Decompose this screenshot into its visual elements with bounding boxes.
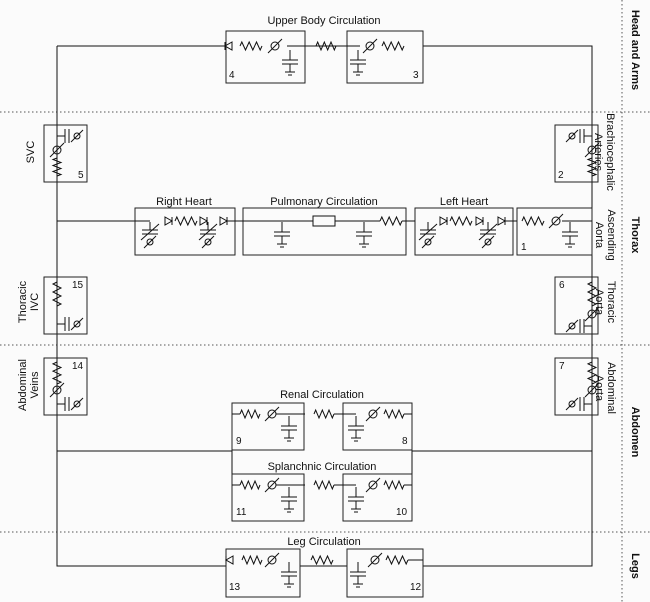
compartment-number-3: 3 — [413, 70, 419, 81]
left-heart-box — [415, 208, 513, 255]
label-pulmonary: Pulmonary Circulation — [270, 196, 378, 208]
compartment-number-2: 2 — [558, 170, 564, 181]
compartment-number-12: 12 — [410, 582, 422, 593]
resistor-icon — [384, 481, 404, 489]
valve-icon — [482, 236, 494, 248]
resistor-icon — [53, 282, 61, 306]
compartment-number-4: 4 — [229, 70, 235, 81]
compartment-number-1: 1 — [521, 242, 527, 253]
resistor-icon — [316, 42, 336, 50]
valve-icon — [566, 130, 578, 142]
compartment-number-9: 9 — [236, 436, 242, 447]
region-thorax: Thorax — [629, 216, 641, 254]
valve-icon — [265, 553, 279, 567]
valve-icon — [366, 407, 380, 421]
diode-icon — [476, 217, 483, 225]
arterial-trunk-wire — [423, 46, 592, 566]
label-ascending-aorta-2: Aorta — [593, 221, 605, 249]
resistor-icon — [311, 556, 333, 564]
compartment-4-box — [226, 31, 305, 83]
label-thoracic-aorta-1: Thoracic — [605, 280, 617, 324]
label-renal: Renal Circulation — [280, 389, 364, 401]
label-svc: SVC — [25, 140, 37, 164]
label-thoracic-aorta-2: Aorta — [593, 288, 605, 316]
compartment-number-10: 10 — [396, 507, 408, 518]
resistor-icon — [380, 217, 402, 225]
valve-icon — [202, 236, 214, 248]
valve-icon — [144, 236, 156, 248]
label-upper-body: Upper Body Circulation — [267, 15, 381, 27]
valve-icon — [566, 320, 578, 332]
resistor-icon — [314, 481, 334, 489]
inductor-icon — [313, 216, 335, 226]
valve-icon — [363, 39, 377, 53]
valve-icon — [549, 214, 563, 228]
valve-icon — [71, 318, 83, 330]
resistor-icon — [53, 362, 61, 384]
label-abdominal-veins-2: Veins — [29, 371, 41, 399]
label-abdominal-aorta-2: Aorta — [593, 374, 605, 402]
circuit-symbols — [50, 39, 599, 587]
resistor-icon — [382, 42, 404, 50]
valve-icon — [422, 236, 434, 248]
compartment-number-14: 14 — [72, 361, 84, 372]
diode-icon — [220, 217, 227, 225]
valve-icon — [71, 130, 83, 142]
resistor-icon — [314, 410, 334, 418]
diode-icon — [165, 217, 172, 225]
region-legs: Legs — [629, 553, 641, 579]
upper-body-circulation — [226, 31, 423, 83]
region-head-and-arms: Head and Arms — [629, 9, 641, 91]
compartment-number-7: 7 — [559, 361, 565, 372]
label-left-heart: Left Heart — [439, 196, 489, 208]
resistor-icon — [53, 158, 61, 176]
resistor-icon — [384, 410, 404, 418]
diode-icon — [200, 217, 207, 225]
compartment-number-11: 11 — [236, 507, 247, 518]
valve-icon — [566, 398, 578, 410]
label-abdominal-veins-1: Abdominal — [17, 359, 29, 411]
label-abdominal-aorta-1: Abdominal — [605, 362, 617, 414]
compartment-number-13: 13 — [229, 582, 241, 593]
valve-icon — [268, 39, 282, 53]
compartment-number-8: 8 — [402, 436, 408, 447]
region-abdomen: Abdomen — [629, 406, 641, 458]
resistor-icon — [175, 217, 197, 225]
resistor-icon — [240, 410, 260, 418]
valve-icon — [71, 398, 83, 410]
compartment-number-15: 15 — [72, 280, 84, 291]
label-thoracic-ivc-1: Thoracic — [17, 280, 29, 324]
label-brachiocephalic-2: Arteries — [592, 133, 604, 171]
diode-icon — [440, 217, 447, 225]
venous-trunk-wire — [57, 46, 226, 566]
compartment-number-5: 5 — [78, 170, 84, 181]
resistor-icon — [450, 217, 472, 225]
resistor-icon — [242, 556, 262, 564]
resistor-icon — [522, 217, 544, 225]
pulmonary-circulation-box — [243, 208, 406, 255]
label-thoracic-ivc-2: IVC — [29, 292, 41, 312]
resistor-icon — [240, 481, 260, 489]
resistor-icon — [240, 42, 262, 50]
label-ascending-aorta-1: Ascending — [605, 209, 617, 261]
label-brachiocephalic-1: Brachiocephalic — [604, 113, 616, 191]
compartment-1-box — [517, 208, 592, 255]
resistor-icon — [386, 556, 408, 564]
diode-icon — [226, 556, 233, 564]
compartment-number-6: 6 — [559, 280, 565, 291]
valve-icon — [366, 478, 380, 492]
label-splanchnic: Splanchnic Circulation — [267, 461, 377, 473]
valve-icon — [368, 553, 382, 567]
label-right-heart: Right Heart — [156, 196, 212, 208]
diode-icon — [498, 217, 505, 225]
label-leg: Leg Circulation — [287, 536, 361, 548]
